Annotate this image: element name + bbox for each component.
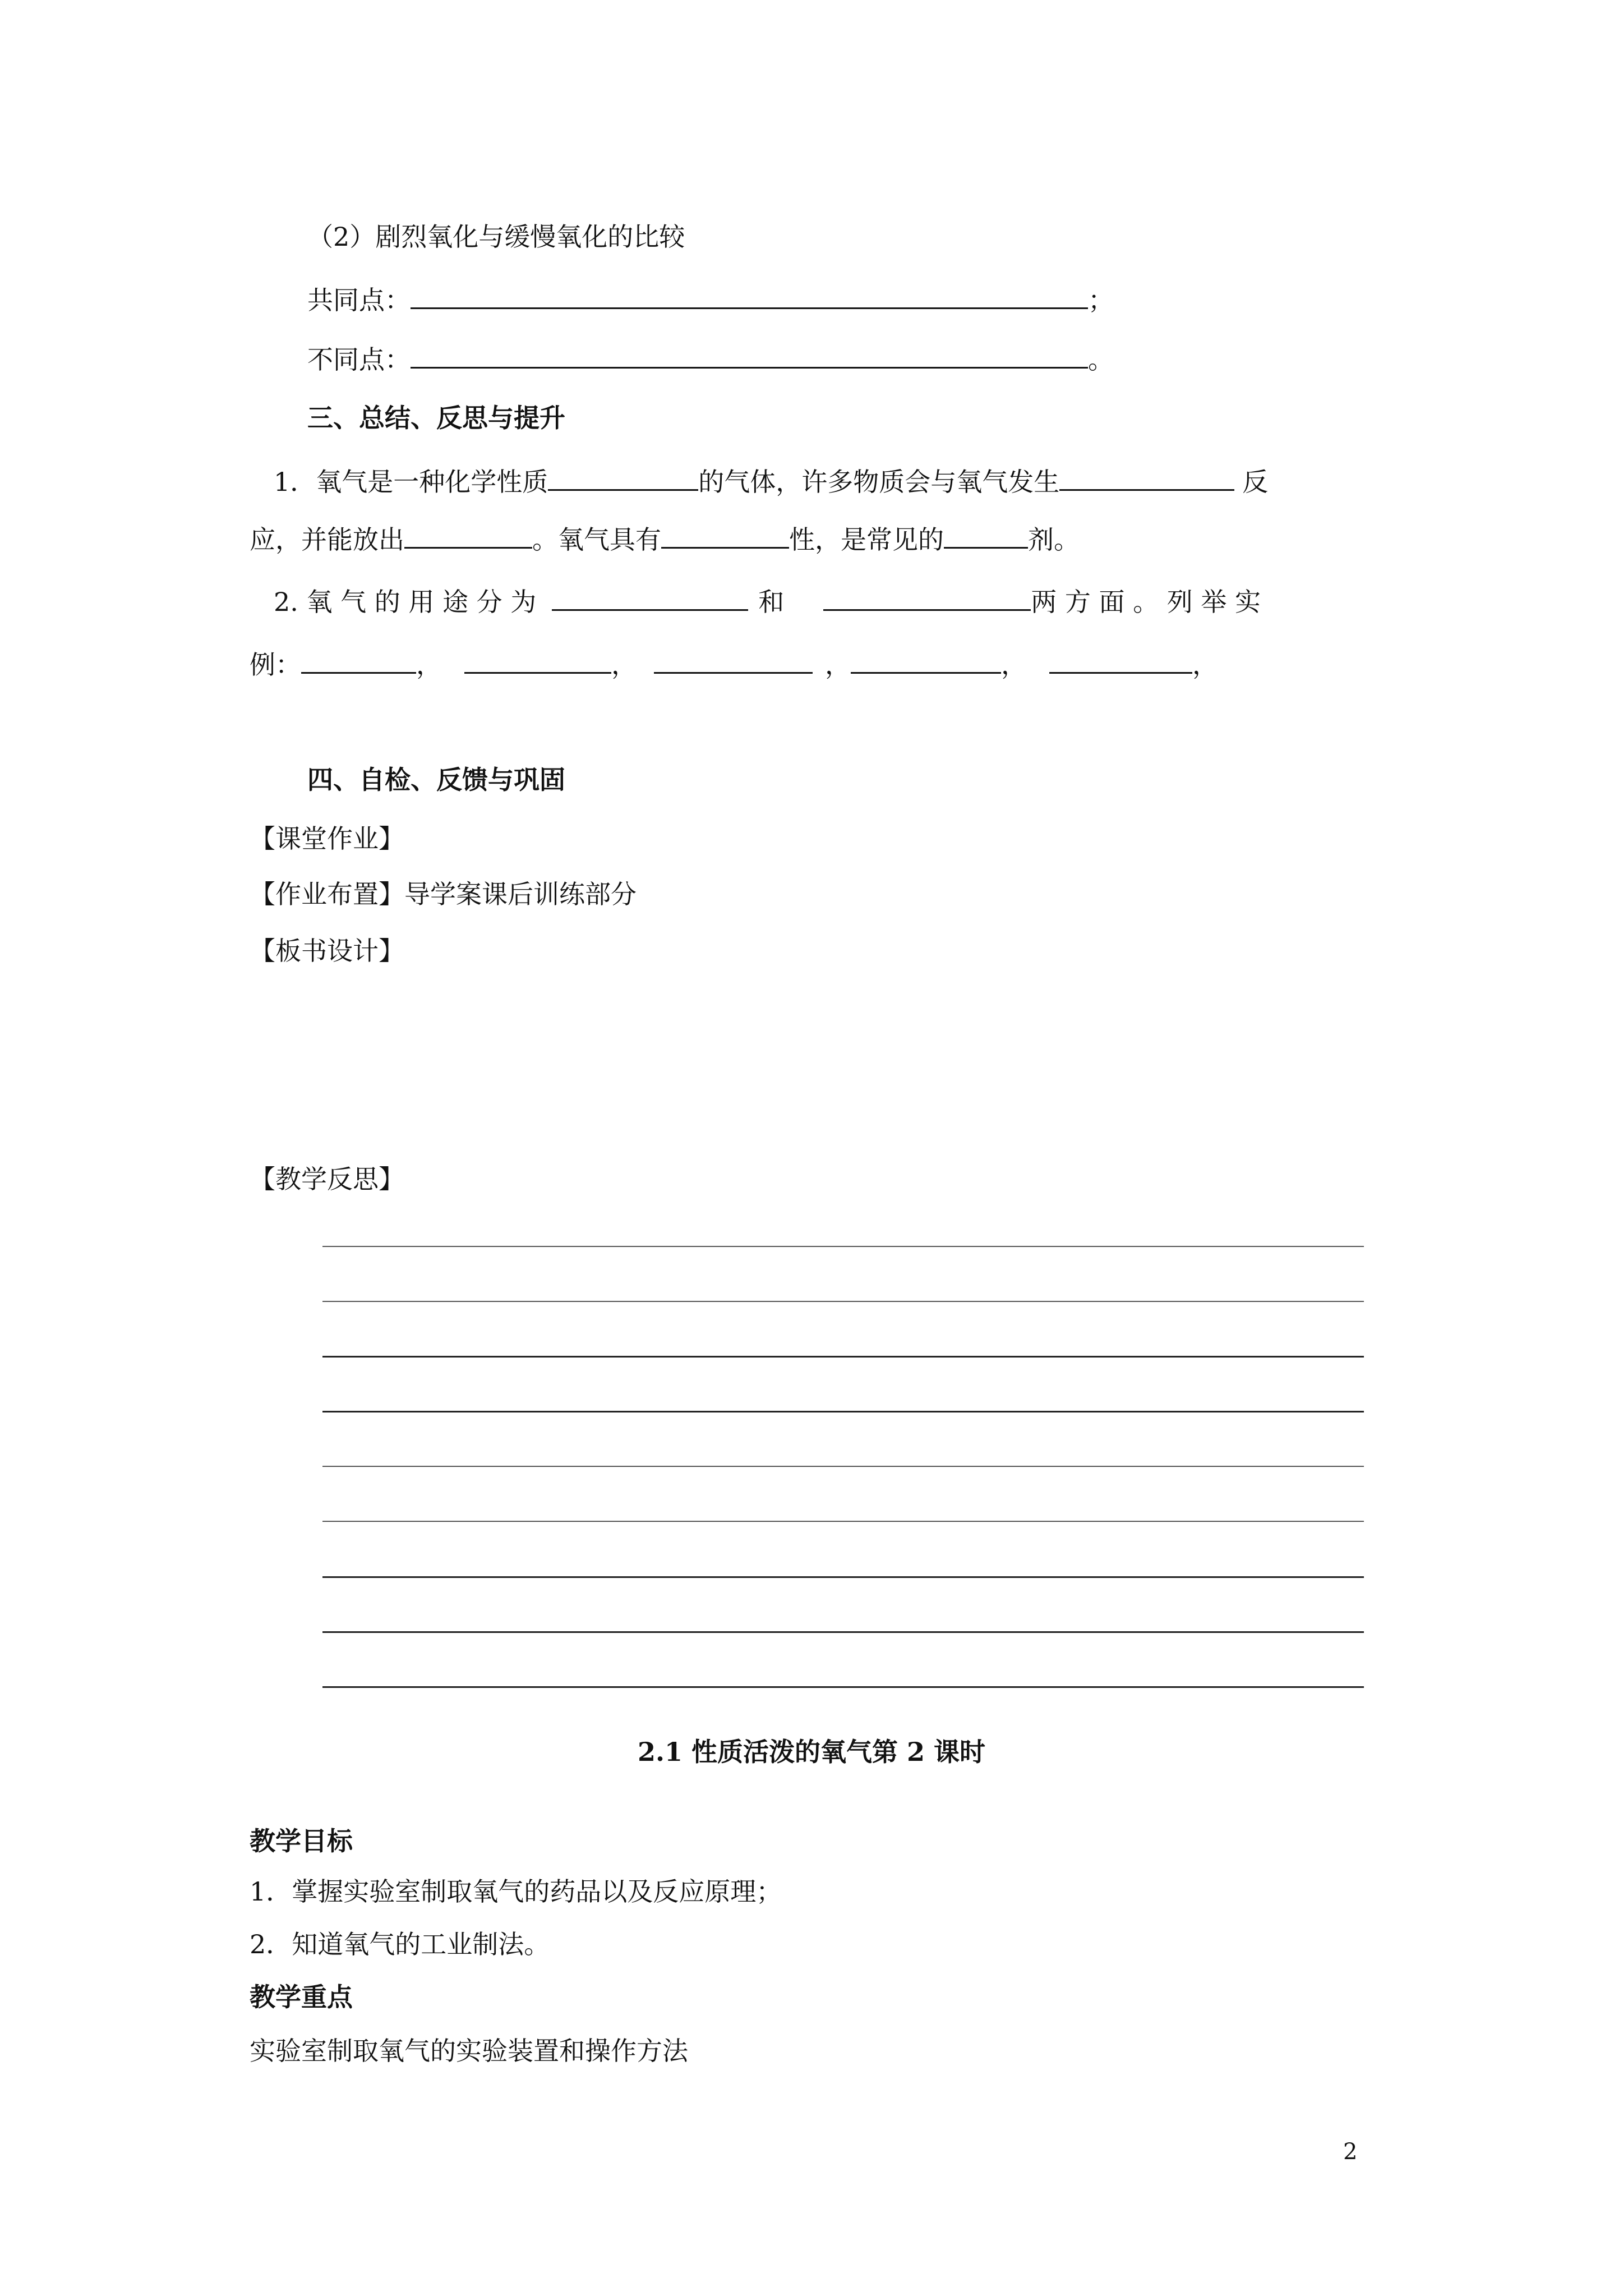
reflection-line[interactable]: [322, 1411, 1364, 1412]
summary-item-1-line-2: [250, 521, 1080, 556]
objective-1: 1．掌握实验室制取氧气的药品以及反应原理；: [250, 1876, 782, 1907]
common-points-end: ；: [1088, 285, 1114, 315]
example-blank-4[interactable]: [851, 646, 1001, 674]
example-comma-2: ，: [611, 650, 637, 680]
lesson-title: 2.1 性质活泼的氧气第 2 课时: [637, 1737, 986, 1767]
difference-line: [307, 341, 1114, 376]
reflection-line[interactable]: [322, 1631, 1364, 1633]
example-blank-1[interactable]: [301, 646, 416, 674]
example-blank-2[interactable]: [464, 646, 611, 674]
reflection-line[interactable]: [322, 1576, 1364, 1578]
item2-blank-1[interactable]: [552, 583, 748, 611]
difference-end: 。: [1088, 344, 1114, 375]
example-comma-4: ，: [1001, 650, 1027, 680]
summary-heading: 三、总结、反思与提升: [307, 403, 565, 433]
item2-text-c: 两 方 面 。 列 举 实: [1031, 587, 1261, 617]
item1-blank-3[interactable]: [404, 521, 532, 549]
item2-blank-2[interactable]: [823, 583, 1031, 611]
summary-item-2-line-1: [274, 583, 1261, 619]
item2-text-a: 2. 氧 气 的 用 途 分 为: [274, 587, 537, 617]
common-points-blank[interactable]: [411, 282, 1088, 309]
item2-text-b: 和: [758, 587, 785, 617]
reflection-line[interactable]: [322, 1466, 1364, 1467]
focus-text: 实验室制取氧气的实验装置和操作方法: [250, 2036, 688, 2066]
comparison-heading: （2）剧烈氧化与缓慢氧化的比较: [307, 222, 685, 252]
common-points-line: [307, 282, 1114, 317]
item1-text-b: 的气体，许多物质会与氧气发生: [698, 467, 1060, 497]
focus-heading: 教学重点: [250, 1982, 353, 2012]
reflection-line[interactable]: [322, 1301, 1364, 1302]
item1-blank-5[interactable]: [944, 521, 1028, 549]
teaching-reflection-label: 【教学反思】: [250, 1164, 404, 1194]
item1-text-g: 剂。: [1028, 524, 1080, 555]
reflection-line[interactable]: [322, 1356, 1364, 1358]
difference-label: 不同点：: [307, 344, 411, 375]
summary-item-1-line-1: [274, 463, 1268, 499]
item1-text-c: 反: [1242, 467, 1269, 497]
example-comma-5: ，: [1192, 650, 1218, 680]
item1-blank-1[interactable]: [548, 463, 698, 491]
classwork-label: 【课堂作业】: [250, 823, 404, 854]
page-number: 2: [1343, 2139, 1358, 2165]
item1-blank-4[interactable]: [661, 521, 789, 549]
objectives-heading: 教学目标: [250, 1826, 353, 1856]
self-check-heading: 四、自检、反馈与巩固: [307, 765, 565, 795]
item1-text-e: 。氧气具有: [532, 524, 661, 555]
item1-blank-2[interactable]: [1059, 463, 1234, 491]
objective-2: 2．知道氧气的工业制法。: [250, 1929, 550, 1959]
difference-blank[interactable]: [411, 341, 1088, 369]
reflection-line[interactable]: [322, 1686, 1364, 1688]
reflection-line[interactable]: [322, 1521, 1364, 1522]
homework-label: 【作业布置】导学案课后训练部分: [250, 879, 637, 909]
example-comma-3: ，: [825, 650, 851, 680]
example-blank-3[interactable]: [654, 646, 813, 674]
item1-text-a: 1．氧气是一种化学性质: [274, 467, 548, 497]
item1-text-f: 性，是常见的: [789, 524, 944, 555]
example-blank-5[interactable]: [1049, 646, 1192, 674]
board-design-label: 【板书设计】: [250, 936, 404, 966]
item2-text-d: 例：: [250, 650, 301, 680]
reflection-line[interactable]: [322, 1246, 1364, 1247]
summary-item-2-line-2: [250, 646, 1218, 682]
common-points-label: 共同点：: [307, 285, 411, 315]
item1-text-d: 应，并能放出: [250, 524, 404, 555]
example-comma-1: ，: [416, 650, 442, 680]
